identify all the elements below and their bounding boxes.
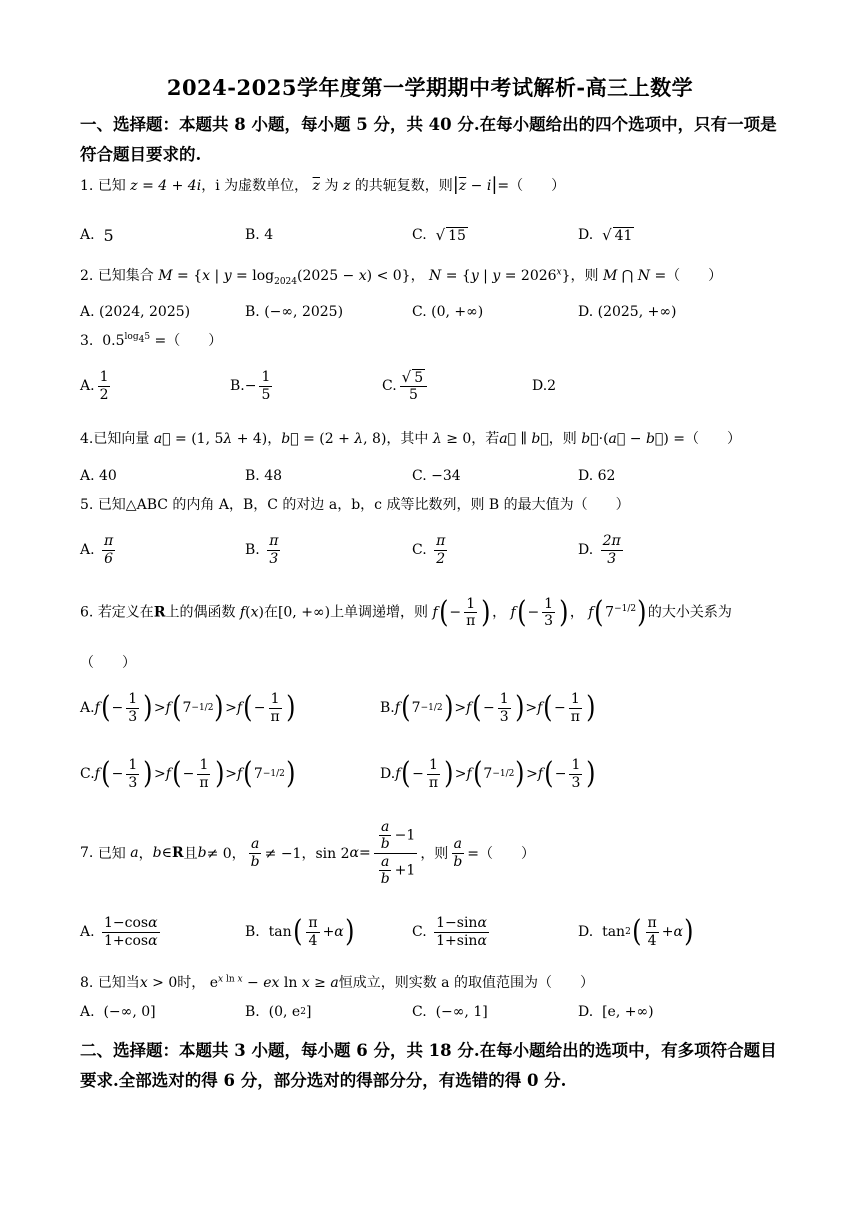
option-c[interactable]: C. (−∞, 1] — [412, 1004, 488, 1020]
question-1-options — [80, 215, 785, 255]
question-4-options — [80, 456, 785, 496]
option-d[interactable]: D. f ( − $\frac{1}{\pi}$ ) > f ( 7 −1/2 ) > f ( − $\frac{1}{3}$ ) — [380, 756, 596, 791]
option-b[interactable]: B. (−∞, 2025) — [245, 304, 344, 320]
option-a[interactable]: A. $\frac{\pi}{6}$ — [80, 533, 114, 567]
option-d[interactable]: D. $\frac{2\pi}{3}$ — [578, 533, 621, 567]
page-title: 2024-2025学年度第一学期期中考试解析-高三上数学 — [166, 75, 694, 100]
option-b[interactable]: B. 4 — [245, 227, 274, 243]
option-a[interactable]: A. 40 — [80, 468, 117, 484]
option-c[interactable]: C. $\frac{√ 5}{5}$ — [382, 366, 430, 406]
section-2-heading: 二、选择题：本题共 3 小题，每小题 6 分，共 18 分.在每小题给出的选项中，有多项符合题目 要求.全部选对的得 6 分，部分选对的得部分分，有选错的得 0 分. — [80, 1041, 777, 1090]
question-8-options — [80, 992, 785, 1032]
question-1: 1. 已知 z = 4 + 4i，i 为虚数单位， $\overline{z}$ 为 z 的共轭复数，则$|\overline{z} - i|=$（ ） — [80, 174, 566, 195]
option-a[interactable]: A. f ( − $\frac{1}{3}$ ) > f ( 7 −1/2 ) > f ( − $\frac{1}{\pi}$ ) — [80, 690, 296, 725]
option-d[interactable]: D. [e, +∞) — [578, 1004, 654, 1020]
question-6: 6. 若定义在R上的偶函数 f(x)在[0, +∞)上单调递增，则 f(− $\frac{1}{\pi}$ )， f(− $\frac{1}{3}$ )， $f(7^{-1/2})$的大小关系为 — [80, 594, 732, 630]
question-6-paren: （ ） — [80, 655, 136, 671]
option-a[interactable]: A. 5 — [80, 225, 114, 245]
question-8: 8. 已知当x > 0时， $e^{x ln x}$ − ex ln x ≥ a恒成立，则实数 a 的取值范围为（ ） — [80, 974, 594, 991]
question-2: 2. 已知集合 M = {x | $y = \log_{2024}(2025 - x) < 0$}， N = {y | $y = 2026^x$}，则 M ⋂ N =（ ） — [80, 267, 723, 287]
option-c[interactable]: C. √ 15 — [412, 226, 466, 244]
section-1-heading: 一、选择题：本题共 8 小题，每小题 5 分，共 40 分.在每小题给出的四个选项中，只有一项是 符合题目要求的. — [80, 115, 777, 164]
question-5-options — [80, 530, 785, 570]
question-2-options — [80, 292, 785, 332]
option-d[interactable]: D. √ 41 — [578, 226, 633, 244]
option-b[interactable]: B. 48 — [245, 468, 283, 484]
question-5: 5. 已知△ABC 的内角 A，B，C 的对边 a，b，c 成等比数列，则 B 的最大值为（ ） — [80, 497, 630, 513]
option-c[interactable]: C. (0, +∞) — [412, 304, 484, 320]
option-c[interactable]: C. $\frac{1-\sin\alpha}{1+\sin\alpha}$ — [412, 915, 487, 949]
option-b[interactable]: B. tan ( $\frac{\pi}{4}$ + α ) — [245, 914, 355, 949]
option-a[interactable]: A. (−∞, 0] — [80, 1004, 156, 1020]
option-b[interactable]: B. (0, e 2 ] — [245, 1004, 312, 1020]
option-d[interactable]: D.2 — [532, 378, 557, 394]
option-c[interactable]: C. −34 — [412, 468, 461, 484]
option-d[interactable]: D. tan 2 ( $\frac{\pi}{4}$ + α ) — [578, 914, 694, 949]
option-a[interactable]: A. (2024, 2025) — [80, 304, 191, 320]
option-b[interactable]: B. $\frac{\pi}{3}$ — [245, 533, 279, 567]
question-7: 7. 已知 a ， b ∈ R 且 b ≠ 0， $\frac{a}{b}$ ≠ −1，sin 2 α = $\frac{a}{b}$ −1 $\frac{a}{b}$ +1 ，则 $\frac{a}{b}$ =（ ） — [80, 819, 536, 887]
option-d[interactable]: D. (2025, +∞) — [578, 304, 677, 320]
option-c[interactable]: C. f ( − $\frac{1}{3}$ ) > f ( − $\frac{1}{\pi}$ ) > f ( 7 −1/2 ) — [80, 756, 296, 791]
option-b[interactable]: B. f ( 7 −1/2 ) > f ( − $\frac{1}{3}$ ) > f ( − $\frac{1}{\pi}$ ) — [380, 690, 596, 725]
option-a[interactable]: A. $\frac{1}{2}$ — [80, 369, 109, 403]
option-a[interactable]: A. $\frac{1-\cos\alpha}{1+\cos\alpha}$ — [80, 915, 158, 949]
question-4: 4.已知向量 a⃗ = (1, 5λ + 4)，b⃗ = (2 + λ, 8)，其中 λ ≥ 0，若a⃗ ∥ b⃗，则 b⃗·(a⃗ − b⃗) =（ ） — [80, 431, 741, 447]
question-6-options-row-1 — [80, 688, 785, 728]
option-d[interactable]: D. 62 — [578, 468, 616, 484]
option-c[interactable]: C. $\frac{\pi}{2}$ — [412, 533, 446, 567]
option-b[interactable]: B. − $\frac{1}{5}$ — [230, 369, 271, 403]
question-3: 3. $0.5^{log_45}$ =（ ） — [80, 332, 223, 349]
question-6-options-row-2 — [80, 754, 785, 794]
question-3-options — [80, 366, 785, 406]
question-7-options — [80, 912, 785, 952]
